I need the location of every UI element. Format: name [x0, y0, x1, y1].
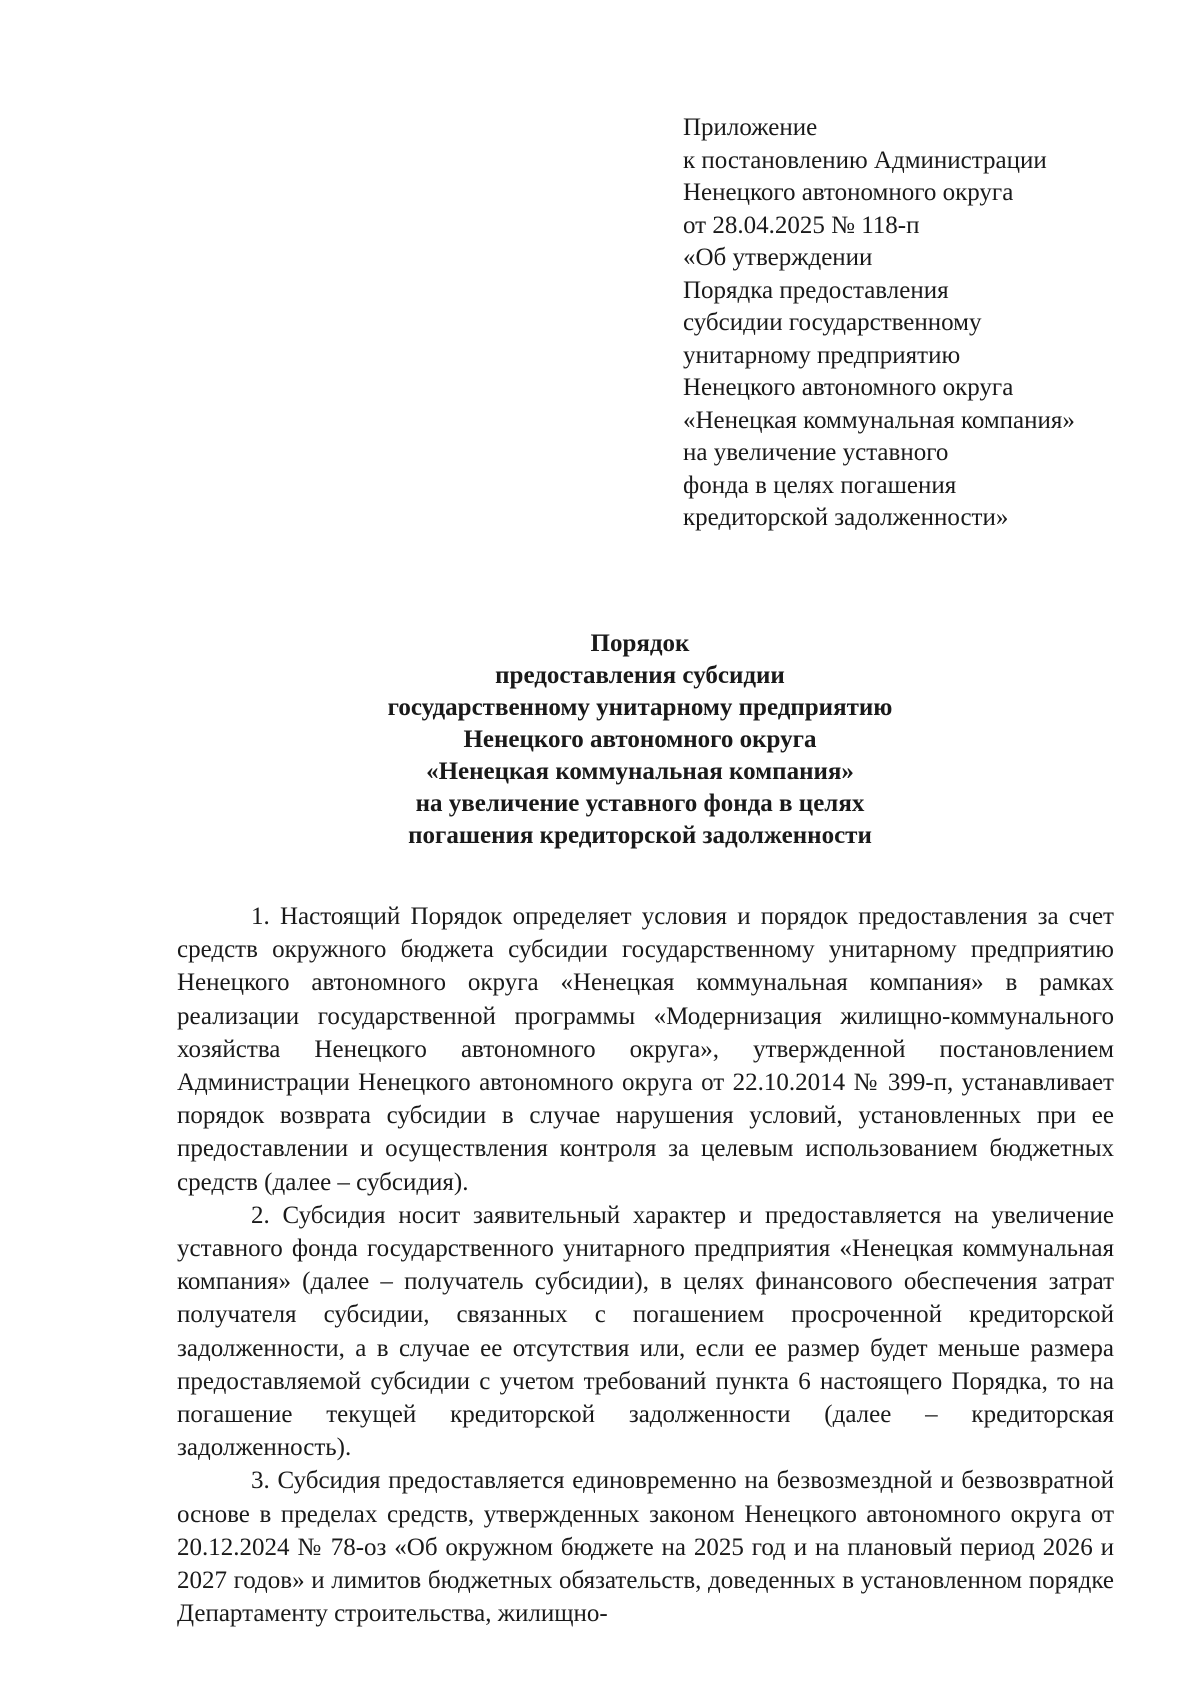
appendix-line: фонда в целях погашения: [683, 471, 957, 499]
appendix-line: Порядка предоставления: [683, 276, 949, 304]
appendix-line: «Об утверждении: [683, 244, 873, 271]
document-body: [177, 900, 1114, 1630]
paragraph-3: 3. Субсидия предоставляется единовременно на безвозмездной и безвозвратной основе в пределах средств, утвержденных законом Ненецкого автономного округа от 20.12.2024 № 78-оз «Об окружном бюджете на 2025 год и на плановый период 2026 и 2027 годов» и лимитов бюджетных обязательств, доведенных в установленном порядке Департаменту строительства, жилищно-: [177, 1467, 1114, 1628]
appendix-line: Ненецкого автономного округа: [683, 179, 1014, 206]
appendix-block: [683, 112, 1163, 535]
title-line: погашения кредиторской задолженности: [408, 822, 872, 849]
document-title: [0, 628, 1200, 852]
appendix-line: Ненецкого автономного округа: [683, 374, 1014, 401]
title-line: «Ненецкая коммунальная компания»: [426, 758, 854, 785]
paragraph-1: 1. Настоящий Порядок определяет условия и порядок предоставления за счет средств окружного бюджета субсидии государственному унитарному предприятию Ненецкого автономного округа «Ненецкая коммунальная компания» в рамках реализации государственной программы «Модернизация жилищно-коммунального хозяйства Ненецкого автономного округа», утвержденной постановлением Администрации Ненецкого автономного округа от 22.10.2014 № 399-п, устанавливает порядок возврата субсидии в случае нарушения условий, установленных при ее предоставлении и осуществления контроля за целевым использованием бюджетных средств (далее – субсидия).: [177, 903, 1114, 1196]
appendix-line: кредиторской задолженности»: [683, 504, 1009, 531]
appendix-line: «Ненецкая коммунальная компания»: [683, 406, 1075, 434]
title-line: предоставления субсидии: [495, 662, 785, 689]
appendix-line: Приложение: [683, 114, 818, 141]
title-line: на увеличение уставного фонда в целях: [415, 790, 865, 817]
title-line: государственному унитарному предприятию: [387, 694, 893, 721]
appendix-line: на увеличение уставного: [683, 439, 949, 466]
paragraph-2: 2. Субсидия носит заявительный характер и предоставляется на увеличение уставного фонда государственного унитарного предприятия «Ненецкая коммунальная компания» (далее – получатель субсидии), в целях финансового обеспечения затрат получателя субсидии, связанных с погашением просроченной кредиторской задолженности, а в случае ее отсутствия или, если ее размер будет меньше размера предоставляемой субсидии с учетом требований пункта 6 настоящего Порядка, то на погашение текущей кредиторской задолженности (далее – кредиторская задолженность).: [177, 1201, 1114, 1462]
appendix-line: субсидии государственному: [683, 309, 982, 336]
appendix-line: унитарному предприятию: [683, 341, 961, 369]
title-line: Порядок: [590, 630, 690, 657]
title-line: Ненецкого автономного округа: [463, 726, 817, 753]
appendix-line: от 28.04.2025 № 118-п: [683, 211, 920, 239]
appendix-line: к постановлению Администрации: [683, 146, 1047, 174]
